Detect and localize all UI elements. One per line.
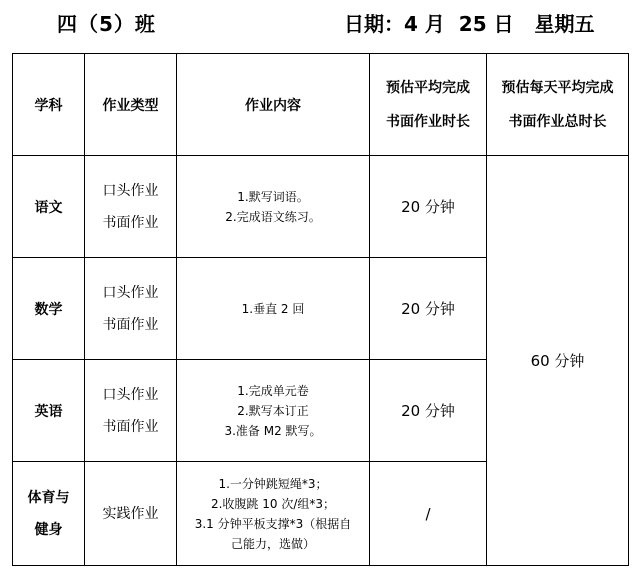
content-line: 2.收腹跳 10 次/组*3； xyxy=(210,496,336,511)
header-avg-time xyxy=(370,54,487,156)
type-label: 书面作业 xyxy=(102,316,159,333)
content-line: 3.1 分钟平板支撑*3（根据自 xyxy=(194,516,352,531)
header-content: 作业内容 xyxy=(177,54,370,156)
subject-cell xyxy=(13,462,85,566)
content-line: 3.准备 M2 默写。 xyxy=(224,423,322,438)
header-total-time-line2: 书面作业总时长 xyxy=(508,113,607,130)
subject-line: 体育与 xyxy=(27,489,70,506)
time-cell: 20 分钟 xyxy=(370,360,487,462)
type-cell xyxy=(85,360,177,462)
type-label: 口头作业 xyxy=(102,284,159,301)
content-cell xyxy=(177,156,370,258)
content-line: 1.默写词语。 xyxy=(237,189,309,204)
date-line: 日期：4 月 25 日 星期五 xyxy=(344,12,595,36)
content-line: 2.完成语文练习。 xyxy=(225,209,321,224)
content-line: 1.完成单元卷 xyxy=(237,383,309,398)
content-cell xyxy=(177,258,370,360)
time-cell: 20 分钟 xyxy=(370,258,487,360)
type-cell xyxy=(85,156,177,258)
class-title: 四（5）班 xyxy=(57,12,156,36)
header-total-time xyxy=(487,54,629,156)
type-label: 书面作业 xyxy=(102,418,159,435)
content-line: 2.默写本订正 xyxy=(237,403,309,418)
header-type: 作业类型 xyxy=(85,54,177,156)
type-label: 口头作业 xyxy=(102,182,159,199)
total-time-cell: 60 分钟 xyxy=(487,156,629,566)
type-cell xyxy=(85,462,177,566)
content-cell xyxy=(177,360,370,462)
content-line: 己能力，选做） xyxy=(230,536,315,551)
type-label: 书面作业 xyxy=(102,214,159,231)
table-header-row xyxy=(13,54,629,156)
subject-cell: 英语 xyxy=(13,360,85,462)
page-header xyxy=(0,8,642,40)
homework-table xyxy=(12,53,629,566)
header-avg-time-line2: 书面作业时长 xyxy=(386,113,470,130)
table-row xyxy=(13,156,629,258)
time-cell: / xyxy=(370,462,487,566)
header-avg-time-line1: 预估平均完成 xyxy=(386,79,470,96)
content-cell xyxy=(177,462,370,566)
header-total-time-line1: 预估每天平均完成 xyxy=(501,79,614,96)
type-cell xyxy=(85,258,177,360)
subject-line: 健身 xyxy=(34,521,63,538)
type-label: 实践作业 xyxy=(102,505,159,522)
content-line: 1.一分钟跳短绳*3； xyxy=(218,476,328,491)
time-cell: 20 分钟 xyxy=(370,156,487,258)
content-line: 1.垂直 2 回 xyxy=(241,301,305,316)
subject-cell: 语文 xyxy=(13,156,85,258)
subject-cell: 数学 xyxy=(13,258,85,360)
type-label: 口头作业 xyxy=(102,386,159,403)
header-subject: 学科 xyxy=(13,54,85,156)
